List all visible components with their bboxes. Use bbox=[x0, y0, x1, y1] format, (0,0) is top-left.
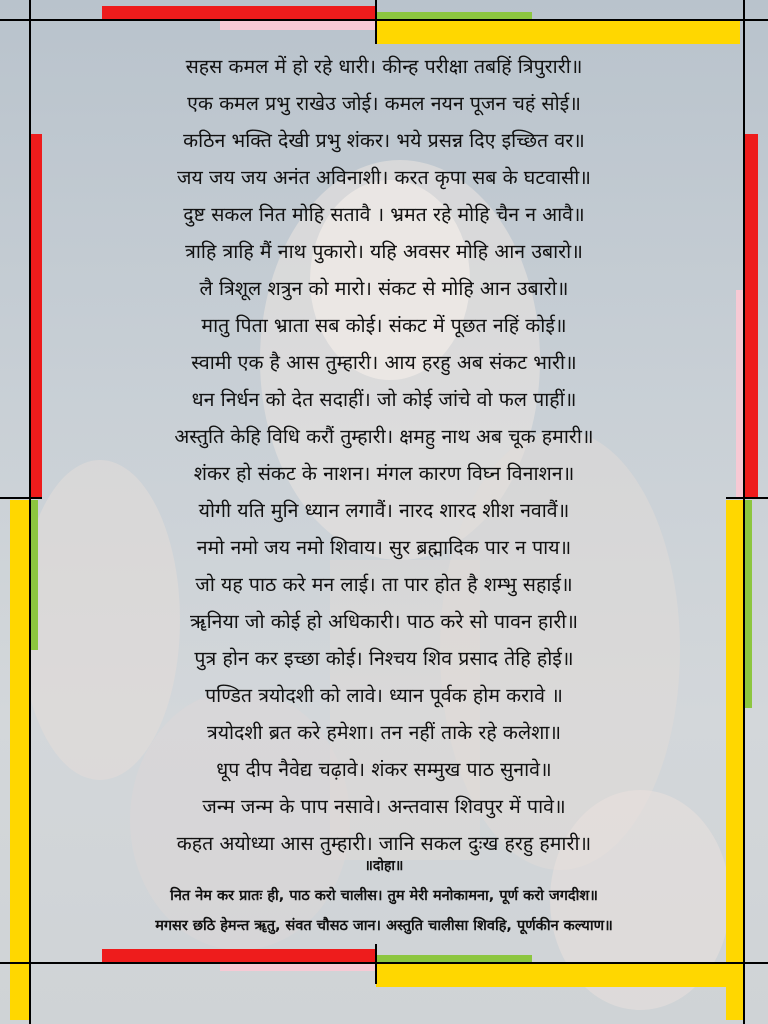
bottom-red-bar bbox=[102, 949, 376, 963]
verse-line: पण्डित त्रयोदशी को लावे। ध्यान पूर्वक होम करावे ॥ bbox=[205, 684, 563, 707]
frame-line-center-top bbox=[375, 0, 377, 44]
verse-line: धूप दीप नैवेद्य चढ़ावे। शंकर सम्मुख पाठ सुनावे॥ bbox=[216, 758, 552, 781]
top-red-bar bbox=[102, 6, 376, 20]
frame-line-left-mid bbox=[0, 497, 42, 499]
verse-line: जो यह पाठ करे मन लाई। ता पार होत है शम्भु सहाई॥ bbox=[195, 573, 573, 596]
doha-line: मगसर छठि हेमन्त ॠतु, संवत चौसठ जान। अस्तुति चालीसा शिवहि, पूर्णकीन कल्याण॥ bbox=[155, 918, 613, 934]
verse-line: अस्तुति केहि विधि करौं तुम्हारी। क्षमहु नाथ अब चूक हमारी॥ bbox=[174, 425, 594, 448]
verse-line: कठिन भक्ति देखी प्रभु शंकर। भये प्रसन्न दिए इच्छित वर॥ bbox=[183, 129, 585, 152]
verse-line: एक कमल प्रभु राखेउ जोई। कमल नयन पूजन चहं सोई॥ bbox=[187, 92, 581, 115]
verse-line: योगी यति मुनि ध्यान लगावैं। नारद शारद शीश नवावैं॥ bbox=[198, 499, 570, 522]
frame-line-center-bottom bbox=[375, 944, 377, 984]
left-green-bar bbox=[30, 500, 38, 650]
chalisa-verses bbox=[40, 48, 728, 862]
frame-line-bottom bbox=[0, 962, 768, 964]
verse-line: जन्म जन्म के पाप नसावे। अन्तवास शिवपुर में पावे॥ bbox=[202, 795, 566, 818]
right-yellow-bar bbox=[726, 500, 744, 1020]
verse-line: धन निर्धन को देत सदाहीं। जो कोई जांचे वो फल पाहीं॥ bbox=[191, 388, 577, 411]
verse-line: त्राहि त्राहि मैं नाथ पुकारो। यहि अवसर मोहि आन उबारो॥ bbox=[185, 240, 583, 263]
left-yellow-bar bbox=[10, 500, 30, 1020]
doha-line: नित नेम कर प्रातः ही, पाठ करो चालीस। तुम मेरी मनोकामना, पूर्ण करो जगदीश॥ bbox=[170, 888, 598, 904]
verse-line: कहत अयोध्या आस तुम्हारी। जानि सकल दुःख हरहु हमारी॥ bbox=[176, 832, 592, 855]
verse-line: सहस कमल में हो रहे धारी। कीन्ह परीक्षा तबहिं त्रिपुरारी॥ bbox=[185, 55, 583, 78]
frame-line-top bbox=[0, 19, 768, 21]
right-green-bar bbox=[744, 500, 752, 708]
frame-line-right-mid bbox=[726, 497, 768, 499]
verse-line: जय जय जय अनंत अविनाशी। करत कृपा सब के घटवासी॥ bbox=[177, 166, 591, 189]
bottom-pink-bar bbox=[220, 963, 376, 971]
top-pink-bar bbox=[220, 20, 376, 30]
verse-line: नमो नमो जय नमो शिवाय। सुर ब्रह्मादिक पार न पाय॥ bbox=[196, 536, 572, 559]
verse-line: शंकर हो संकट के नाशन। मंगल कारण विघ्न विनाशन॥ bbox=[193, 462, 575, 485]
verse-line: दुष्ट सकल नित मोहि सतावै । भ्रमत रहे मोहि चैन न आवै॥ bbox=[183, 203, 585, 226]
doha-heading: ॥दोहा॥ bbox=[364, 858, 404, 874]
bottom-yellow-bar bbox=[376, 963, 740, 987]
verse-line: पुत्र होन कर इच्छा कोई। निश्चय शिव प्रसाद तेहि होई॥ bbox=[194, 647, 574, 670]
verse-line: स्वामी एक है आस तुम्हारी। आय हरहु अब संकट भारी॥ bbox=[191, 351, 577, 374]
verse-line: मातु पिता भ्राता सब कोई। संकट में पूछत नहिं कोई॥ bbox=[201, 314, 567, 337]
verse-line: ॠनिया जो कोई हो अधिकारी। पाठ करे सो पावन हारी॥ bbox=[189, 610, 579, 633]
verse-line: लै त्रिशूल शत्रुन को मारो। संकट से मोहि आन उबारो॥ bbox=[199, 277, 569, 300]
verse-line: त्रयोदशी ब्रत करे हमेशा। तन नहीं ताके रहे कलेशा॥ bbox=[206, 721, 562, 744]
right-red-bar bbox=[744, 134, 758, 498]
top-yellow-bar bbox=[376, 20, 740, 44]
